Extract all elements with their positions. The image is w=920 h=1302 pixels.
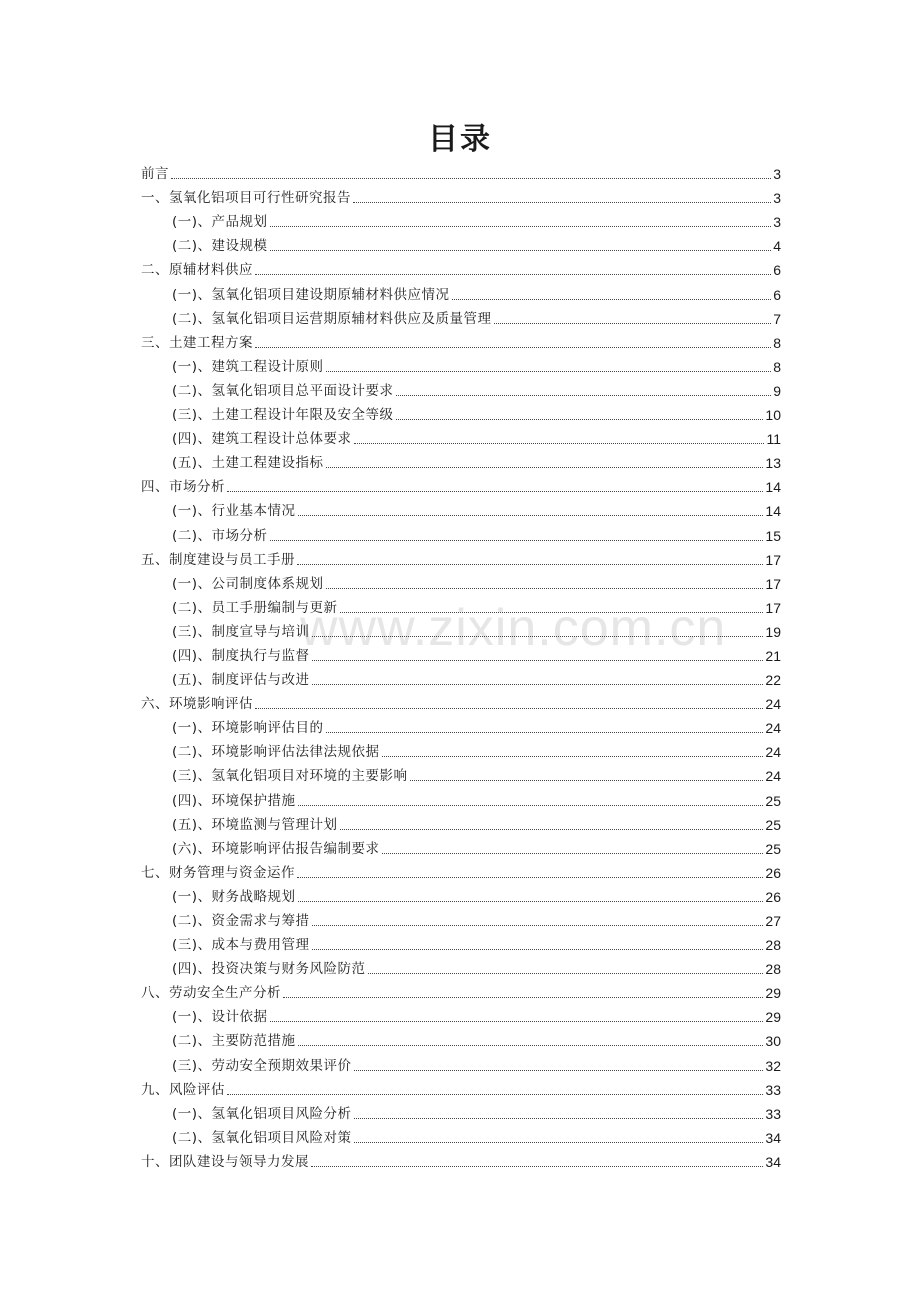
toc-page-number: 8 — [773, 334, 781, 351]
toc-subsection-entry[interactable] — [141, 955, 781, 979]
toc-subsection-entry[interactable] — [141, 401, 781, 425]
toc-page-number: 24 — [765, 696, 781, 713]
toc-dot-leader — [270, 226, 772, 227]
toc-entry-label: 五、制度建设与员工手册 — [141, 551, 295, 568]
toc-dot-leader — [297, 877, 763, 878]
toc-entry-label: (四)、投资决策与财务风险防范 — [172, 961, 366, 978]
toc-page-number: 17 — [765, 575, 781, 592]
toc-page-number: 14 — [765, 503, 781, 520]
toc-subsection-entry[interactable] — [141, 425, 781, 449]
toc-section-entry[interactable] — [141, 256, 781, 280]
toc-page-number: 25 — [765, 816, 781, 833]
toc-entry-label: 前言 — [141, 166, 169, 183]
toc-subsection-entry[interactable] — [141, 786, 781, 810]
toc-entry-label: (二)、环境影响评估法律法规依据 — [172, 744, 380, 761]
toc-section-entry[interactable] — [141, 1148, 781, 1172]
toc-section-entry[interactable] — [141, 473, 781, 497]
toc-dot-leader — [340, 612, 764, 613]
toc-entry-label: (二)、氢氧化铝项目风险对策 — [172, 1129, 352, 1146]
toc-entry-label: 四、市场分析 — [141, 479, 225, 496]
toc-page-number: 15 — [765, 527, 781, 544]
toc-page-number: 3 — [773, 214, 781, 231]
toc-page-number: 26 — [765, 888, 781, 905]
toc-subsection-entry[interactable] — [141, 1100, 781, 1124]
toc-entry-label: (五)、土建工程建设指标 — [172, 455, 324, 472]
toc-dot-leader — [312, 949, 764, 950]
toc-dot-leader — [396, 419, 764, 420]
toc-dot-leader — [312, 684, 764, 685]
toc-dot-leader — [255, 347, 771, 348]
toc-dot-leader — [340, 829, 764, 830]
toc-dot-leader — [298, 805, 764, 806]
toc-entry-label: (一)、环境影响评估目的 — [172, 720, 324, 737]
page-title: 目录 — [428, 122, 492, 157]
toc-section-entry[interactable] — [141, 329, 781, 353]
toc-dot-leader — [326, 732, 764, 733]
toc-page-number: 17 — [765, 599, 781, 616]
toc-section-entry[interactable] — [141, 859, 781, 883]
toc-entry-label: (四)、制度执行与监督 — [172, 647, 310, 664]
toc-entry-label: 二、原辅材料供应 — [141, 262, 253, 279]
toc-page-number: 25 — [765, 840, 781, 857]
toc-dot-leader — [326, 467, 764, 468]
toc-section-entry[interactable] — [141, 184, 781, 208]
toc-page-number: 28 — [765, 937, 781, 954]
toc-page-number: 11 — [766, 431, 781, 448]
toc-page-number: 24 — [765, 720, 781, 737]
toc-entry-label: (二)、建设规模 — [172, 238, 268, 255]
toc-dot-leader — [410, 780, 764, 781]
toc-subsection-entry[interactable] — [141, 762, 781, 786]
toc-page-number: 6 — [773, 262, 781, 279]
toc-dot-leader — [494, 323, 772, 324]
toc-subsection-entry[interactable] — [141, 666, 781, 690]
toc-subsection-entry[interactable] — [141, 305, 781, 329]
toc-page-number: 26 — [765, 864, 781, 881]
toc-dot-leader — [298, 515, 764, 516]
toc-entry-label: (一)、产品规划 — [172, 214, 268, 231]
toc-entry-label: (三)、氢氧化铝项目对环境的主要影响 — [172, 768, 408, 785]
toc-section-entry[interactable] — [141, 1076, 781, 1100]
toc-entry-label: (一)、氢氧化铝项目建设期原辅材料供应情况 — [172, 286, 450, 303]
toc-dot-leader — [312, 925, 764, 926]
toc-page-number: 25 — [765, 792, 781, 809]
toc-entry-label: (二)、员工手册编制与更新 — [172, 599, 338, 616]
toc-dot-leader — [297, 564, 763, 565]
toc-dot-leader — [312, 660, 764, 661]
toc-entry-label: (五)、环境监测与管理计划 — [172, 816, 338, 833]
toc-dot-leader — [171, 178, 771, 179]
toc-subsection-entry[interactable] — [141, 1027, 781, 1051]
toc-entry-label: (一)、设计依据 — [172, 1009, 268, 1026]
toc-page-number: 17 — [765, 551, 781, 568]
watermark: www.zixin.com.cn — [300, 599, 727, 657]
toc-page-number: 27 — [765, 913, 781, 929]
toc-page-number: 7 — [773, 310, 781, 327]
toc-page-number: 22 — [765, 672, 781, 689]
toc-section-entry[interactable] — [141, 546, 781, 570]
toc-page-number: 6 — [773, 286, 781, 303]
toc-page-number: 34 — [765, 1129, 781, 1146]
toc-page-number: 32 — [765, 1057, 781, 1074]
toc-dot-leader — [298, 901, 764, 902]
toc-entry-label: (二)、氢氧化铝项目总平面设计要求 — [172, 382, 394, 399]
toc-page-number: 3 — [773, 190, 781, 207]
toc-subsection-entry[interactable] — [141, 232, 781, 256]
toc-dot-leader — [311, 1166, 763, 1167]
toc-entry-label: 九、风险评估 — [141, 1081, 225, 1098]
toc-dot-leader — [270, 250, 772, 251]
toc-subsection-entry[interactable] — [141, 1003, 781, 1027]
toc-page-number: 30 — [765, 1033, 781, 1050]
toc-dot-leader — [382, 756, 764, 757]
toc-entry-label: (一)、公司制度体系规划 — [172, 575, 324, 592]
toc-page-number: 33 — [765, 1105, 781, 1122]
toc-page-number: 3 — [773, 166, 781, 183]
toc-page-number: 24 — [765, 744, 781, 761]
toc-dot-leader — [396, 395, 772, 396]
toc-subsection-entry[interactable] — [141, 618, 781, 642]
toc-page-number: 8 — [773, 358, 781, 375]
toc-dot-leader — [354, 1070, 764, 1071]
toc-page-number: 28 — [765, 961, 781, 978]
toc-subsection-entry[interactable] — [141, 521, 781, 545]
toc-entry-label: (四)、建筑工程设计总体要求 — [172, 431, 352, 448]
toc-subsection-entry[interactable] — [141, 835, 781, 859]
toc-entry-label: (六)、环境影响评估报告编制要求 — [172, 840, 380, 857]
toc-entry-label: (二)、资金需求与筹措 — [172, 913, 310, 929]
toc-dot-leader — [326, 588, 764, 589]
toc-section-entry[interactable] — [141, 160, 781, 184]
toc-entry-label: (一)、建筑工程设计原则 — [172, 358, 324, 375]
toc-entry-label: 十、团队建设与领导力发展 — [141, 1153, 309, 1170]
toc-dot-leader — [298, 1045, 764, 1046]
toc-page-number: 14 — [765, 479, 781, 496]
toc-subsection-entry[interactable] — [141, 353, 781, 377]
toc-section-entry[interactable] — [141, 690, 781, 714]
toc-page-number: 4 — [773, 238, 781, 255]
toc-dot-leader — [270, 1021, 764, 1022]
toc-entry-label: 八、劳动安全生产分析 — [141, 985, 281, 1002]
toc-dot-leader — [255, 708, 763, 709]
toc-subsection-entry[interactable] — [141, 280, 781, 304]
toc-entry-label: 一、氢氧化铝项目可行性研究报告 — [141, 190, 351, 207]
toc-dot-leader — [227, 491, 763, 492]
toc-entry-label: (一)、财务战略规划 — [172, 888, 296, 905]
toc-subsection-entry[interactable] — [141, 907, 781, 931]
toc-subsection-entry[interactable] — [141, 208, 781, 232]
toc-subsection-entry[interactable] — [141, 931, 781, 955]
toc-page-number: 9 — [773, 382, 781, 399]
toc-page-number: 34 — [765, 1153, 781, 1170]
toc-dot-leader — [312, 636, 764, 637]
toc-dot-leader — [354, 1142, 764, 1143]
toc-dot-leader — [326, 371, 772, 372]
toc-entry-label: 三、土建工程方案 — [141, 334, 253, 351]
toc-entry-label: (四)、环境保护措施 — [172, 792, 296, 809]
toc-entry-label: (二)、氢氧化铝项目运营期原辅材料供应及质量管理 — [172, 310, 492, 327]
toc-subsection-entry[interactable] — [141, 1051, 781, 1075]
toc-page-number: 13 — [765, 455, 781, 472]
toc-page-number: 19 — [765, 623, 781, 640]
toc-entry-label: (三)、制度宣导与培训 — [172, 623, 310, 640]
toc-entry-label: (五)、制度评估与改进 — [172, 672, 310, 689]
toc-entry-label: (一)、氢氧化铝项目风险分析 — [172, 1105, 352, 1122]
toc-dot-leader — [452, 299, 772, 300]
toc-entry-label: (三)、成本与费用管理 — [172, 937, 310, 954]
toc-dot-leader — [368, 973, 764, 974]
toc-dot-leader — [354, 443, 765, 444]
toc-entry-label: (二)、主要防范措施 — [172, 1033, 296, 1050]
toc-subsection-entry[interactable] — [141, 497, 781, 521]
toc-entry-label: (三)、土建工程设计年限及安全等级 — [172, 407, 394, 424]
toc-dot-leader — [270, 540, 764, 541]
toc-subsection-entry[interactable] — [141, 377, 781, 401]
toc-page-number: 10 — [765, 407, 781, 424]
toc-entry-label: (三)、劳动安全预期效果评价 — [172, 1057, 352, 1074]
toc-page-number: 21 — [765, 647, 781, 664]
toc-page-number: 29 — [765, 985, 781, 1002]
toc-entry-label: (一)、行业基本情况 — [172, 503, 296, 520]
toc-dot-leader — [255, 274, 771, 275]
toc-dot-leader — [354, 1118, 764, 1119]
toc-subsection-entry[interactable] — [141, 738, 781, 762]
toc-subsection-entry[interactable] — [141, 714, 781, 738]
toc-dot-leader — [283, 997, 763, 998]
toc-entry-label: 六、环境影响评估 — [141, 696, 253, 713]
toc-subsection-entry[interactable] — [141, 811, 781, 835]
toc-subsection-entry[interactable] — [141, 570, 781, 594]
toc-dot-leader — [382, 853, 764, 854]
toc-entry-label: 七、财务管理与资金运作 — [141, 864, 295, 881]
toc-entry-label: (二)、市场分析 — [172, 527, 268, 544]
toc-subsection-entry[interactable] — [141, 594, 781, 618]
toc-subsection-entry[interactable] — [141, 1124, 781, 1148]
toc-section-entry[interactable] — [141, 979, 781, 1003]
toc-page-number: 29 — [765, 1009, 781, 1026]
toc-dot-leader — [227, 1094, 763, 1095]
toc-subsection-entry[interactable] — [141, 642, 781, 666]
toc-subsection-entry[interactable] — [141, 449, 781, 473]
toc-page-number: 24 — [765, 768, 781, 785]
toc-subsection-entry[interactable] — [141, 883, 781, 907]
toc-page-number: 33 — [765, 1081, 781, 1098]
toc-dot-leader — [353, 202, 771, 203]
table-of-contents — [141, 160, 781, 1172]
